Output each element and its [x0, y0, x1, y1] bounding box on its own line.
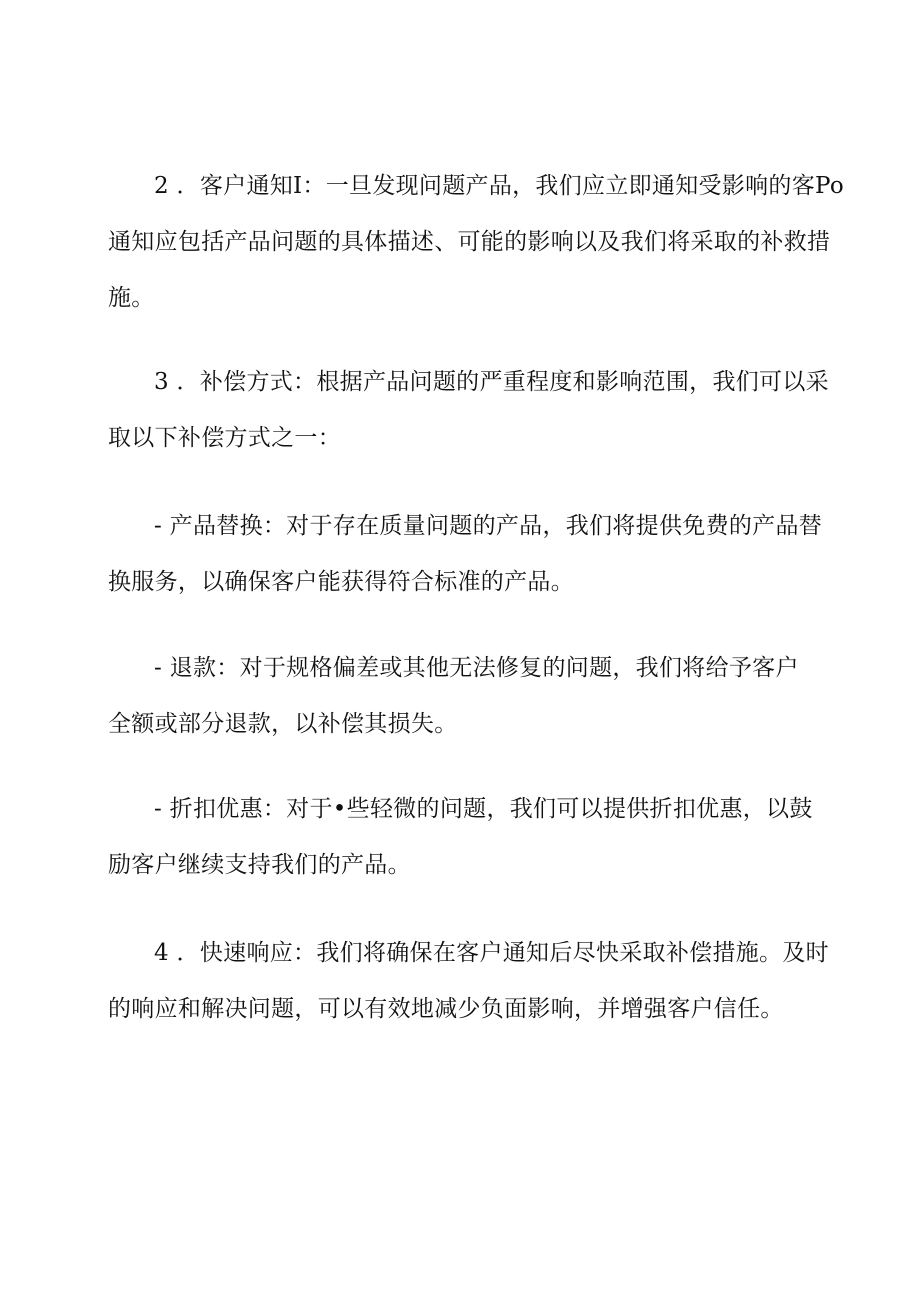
- paragraph-quick-response: [108, 925, 828, 1037]
- paragraph-line: - 折扣优惠：对于•些轻微的问题，我们可以提供折扣优惠，以鼓: [154, 796, 813, 822]
- list-item-discount: [108, 781, 828, 893]
- paragraph-compensation-methods: [108, 354, 828, 466]
- paragraph-line: 4 ．快速响应：我们将确保在客户通知后尽快采取补偿措施。及时: [154, 940, 829, 966]
- paragraph-line: 换服务，以确保客户能获得符合标准的产品。: [108, 569, 574, 595]
- paragraph-line: 2 ．客户通知I：一旦发现问题产品，我们应立即通知受影响的客Po: [154, 173, 845, 199]
- paragraph-line: - 产品替换：对于存在质量问题的产品，我们将提供免费的产品替: [154, 513, 823, 539]
- list-item-refund: [108, 640, 828, 752]
- paragraph-line: 3 ．补偿方式：根据产品问题的严重程度和影响范围，我们可以采: [154, 369, 829, 395]
- paragraph-line: 全额或部分退款，以补偿其损失。: [108, 711, 458, 737]
- paragraph-line: 施。: [108, 285, 155, 311]
- list-item-product-replacement: [108, 498, 828, 610]
- paragraph-line: 励客户继续支持我们的产品。: [108, 852, 411, 878]
- paragraph-line: 的响应和解决问题，可以有效地减少负面影响，并增强客户信任。: [108, 996, 784, 1022]
- paragraph-line: - 退款：对于规格偏差或其他无法修复的问题，我们将给予客户: [154, 655, 799, 681]
- paragraph-line: 通知应包括产品问题的具体描述、可能的影响以及我们将采取的补救措: [108, 229, 831, 255]
- paragraph-line: 取以下补偿方式之一：: [108, 425, 341, 451]
- paragraph-customer-notification: [108, 158, 845, 326]
